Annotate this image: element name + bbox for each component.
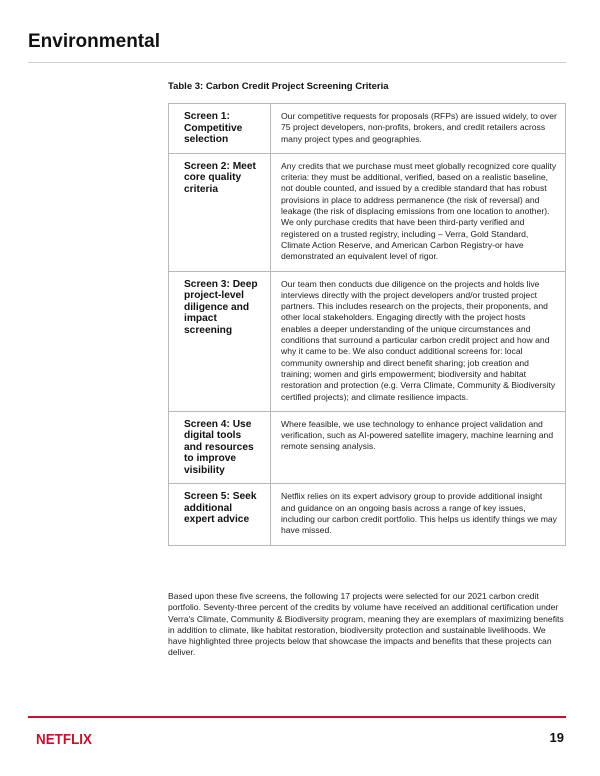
page-section-title: Environmental — [28, 31, 160, 52]
screen-label: Screen 3: Deep project-level diligence and impact screening — [169, 271, 271, 411]
screening-criteria-table — [168, 103, 566, 546]
screen-description: Where feasible, we use technology to enhance project validation and verification, such as AI-powered satellite imagery, machine learning and remote sensing analysis. — [271, 411, 566, 484]
screen-description: Our competitive requests for proposals (RFPs) are issued widely, to over 75 project developers, non-profits, brokers, and credit retailers across many project types and geographies. — [271, 104, 566, 154]
table-row — [169, 484, 566, 545]
footer-divider — [28, 716, 566, 718]
table-row — [169, 411, 566, 484]
screen-label: Screen 5: Seek additional expert advice — [169, 484, 271, 545]
screen-description: Netflix relies on its expert advisory group to provide additional insight and guidance on an ongoing basis across a range of key issues, including our carbon credit portfolio. This helps us identify things we may have missed. — [271, 484, 566, 545]
screen-description: Any credits that we purchase must meet globally recognized core quality criteria: they must be additional, verified, based on a realistic baseline, not double counted, and issued by a credible standard that has robust provisions in place to address permanence (the risk of reversal) and leakage (the risk of displacing emissions from one location to another). We only purchase credits that have been third-party verified and registered on a trusted registry, including – Verra, Gold Standard, Climate Action Reserve, and American Carbon Registry-or have demonstrated an equivalent level of rigor. — [271, 153, 566, 271]
page-number: 19 — [549, 730, 564, 745]
body-paragraph: Based upon these five screens, the following 17 projects were selected for our 2021 carbon credit portfolio. Seventy-three percent of the credits by volume have received an additional certification under Verra's Climate, Community & Biodiversity program, meaning they are exemplars of maximizing benefits in addition to climate, like habitat restoration, biodiversity protection and sustainable livelihoods. We have highlighted three projects below that showcase the impacts and benefits that these projects can deliver. — [168, 591, 564, 658]
screen-label: Screen 4: Use digital tools and resources to improve visibility — [169, 411, 271, 484]
table-caption: Table 3: Carbon Credit Project Screening Criteria — [168, 81, 389, 92]
screen-label: Screen 2: Meet core quality criteria — [169, 153, 271, 271]
netflix-logo-text: NETFLIX — [36, 731, 92, 748]
table-row — [169, 104, 566, 154]
screen-description: Our team then conducts due diligence on the projects and holds live interviews directly with the project developers and/or trusted project partners. This includes research on the projects, their proponents, and other local stakeholders. Engaging directly with the project hosts enables a deeper understanding of the unique circumstances and conditions that surround a particular carbon credit project and how and why it came to be. We also conduct additional screens for: local community ownership and direct benefit sharing; job creation and training; women and girls empowerment; biodiversity and habitat restoration and protection (e.g. Verra Climate, Community & Biodiversity certified projects); and climate resilience impacts. — [271, 271, 566, 411]
netflix-logo — [36, 731, 92, 748]
table-row — [169, 271, 566, 411]
table-row — [169, 153, 566, 271]
header-divider — [28, 62, 566, 63]
screen-label: Screen 1: Competitive selection — [169, 104, 271, 154]
